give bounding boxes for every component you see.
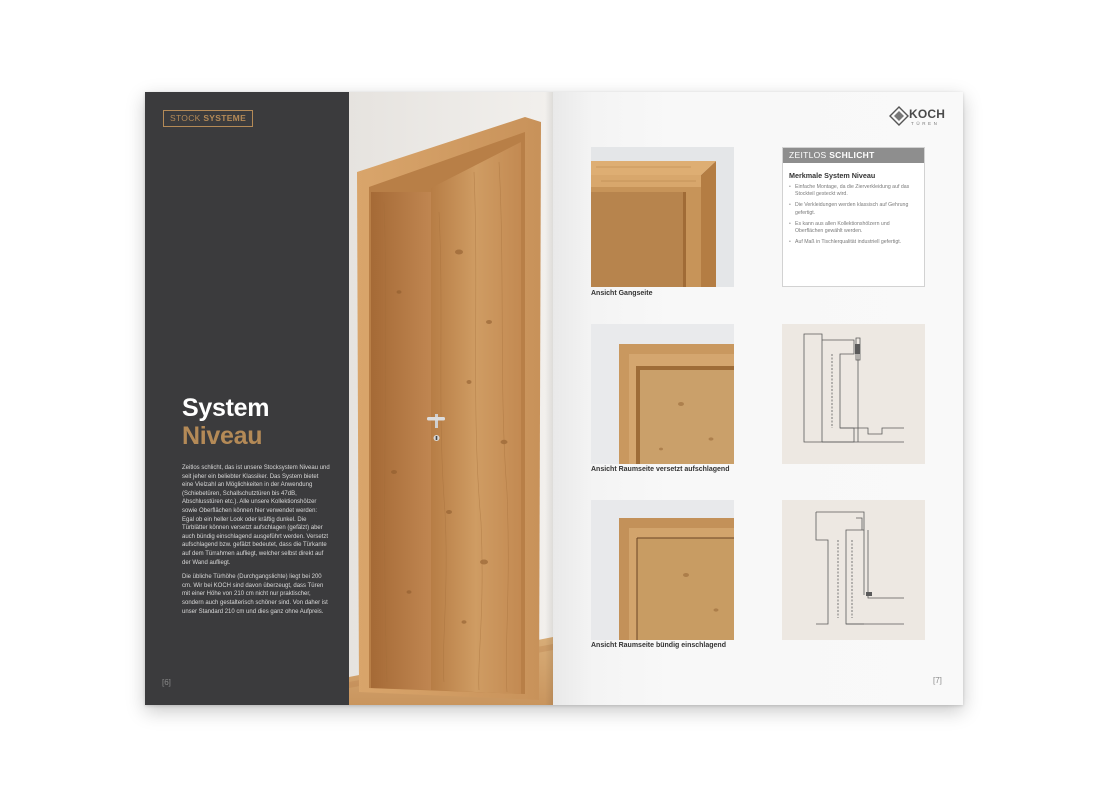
section-tag-bold: SYSTEME <box>203 113 247 123</box>
logo-subtext: TÜREN <box>911 121 940 126</box>
frame-photo-buendig <box>591 500 734 640</box>
caption-gangseite: Ansicht Gangseite <box>591 290 653 297</box>
koch-logo <box>889 104 953 130</box>
door-photo <box>349 92 553 705</box>
list-item: • Einfache Montage, da die Zierverkleidung auf das Stockteil gesteckt wird. <box>789 184 916 198</box>
page-title-line2: Niveau <box>182 422 263 450</box>
logo-text: KOCH <box>909 107 946 121</box>
body-text <box>182 464 330 616</box>
page-number-left: [6] <box>162 678 171 687</box>
frame-photo-versetzt <box>591 324 734 464</box>
info-header-light: ZEITLOS <box>789 150 827 160</box>
features-info-box <box>782 147 925 287</box>
frame-photo-gangseite <box>591 147 734 287</box>
info-header-bold: SCHLICHT <box>829 150 875 160</box>
list-item: • Die Verkleidungen werden klassisch auf Gehrung gefertigt. <box>789 202 916 216</box>
list-item: • Es kann aus allen Kollektionshölzern und Oberflächen gewählt werden. <box>789 221 916 235</box>
body-paragraph-2: Die übliche Türhöhe (Durchgangslichte) liegt bei 200 cm. Wir bei KOCH sind davon überzeugt, dass Türen mit einer Höhe von 210 cm nicht nur praktischer, sondern auch gestalterisch schöner sind. Von daher ist unser Standard 210 cm und dies ganz ohne Aufpreis. <box>182 574 328 615</box>
info-box-title: Merkmale System Niveau <box>789 171 876 180</box>
caption-buendig: Ansicht Raumseite bündig einschlagend <box>591 642 726 649</box>
page-number-right: [7] <box>933 676 942 685</box>
list-item: • Auf Maß in Tischlerqualität industriell gefertigt. <box>789 239 916 246</box>
info-box-header <box>783 148 924 163</box>
left-page-text-panel <box>145 92 349 705</box>
page-title-line1: System <box>182 394 270 422</box>
section-tag <box>163 110 253 127</box>
brochure-spread <box>145 92 963 705</box>
caption-versetzt: Ansicht Raumseite versetzt aufschlagend <box>591 466 730 473</box>
section-diagram-versetzt <box>782 324 925 464</box>
right-page <box>553 92 963 705</box>
body-paragraph-1: Zeitlos schlicht, das ist unsere Stocksystem Niveau und seit jeher ein beliebter Klassiker. Das System bietet eine Vielzahl an Möglichkeiten in der Anwendung (Schiebetüren, Schallschutztüren bis 47dB, Abschlusstüren etc.). Alle unsere Kollektionshölzer sowie Oberflächen können hier verwendet werden: Egal ob ein heller Look oder kräftig dunkel. Die Türblätter können versetzt aufschlagen (gefälzt) aber auch bündig einschlagend ausgeführt werden. Versetzt aufschlagend bzw. gefälzt bedeutet, dass die Türkante auf dem Türrahmen aufliegt, welcher selbst direkt auf der Wand aufliegt. <box>182 465 330 566</box>
features-list <box>789 184 916 246</box>
section-diagram-buendig <box>782 500 925 640</box>
logo-mark-icon <box>889 106 909 126</box>
section-tag-light: STOCK <box>170 113 201 123</box>
